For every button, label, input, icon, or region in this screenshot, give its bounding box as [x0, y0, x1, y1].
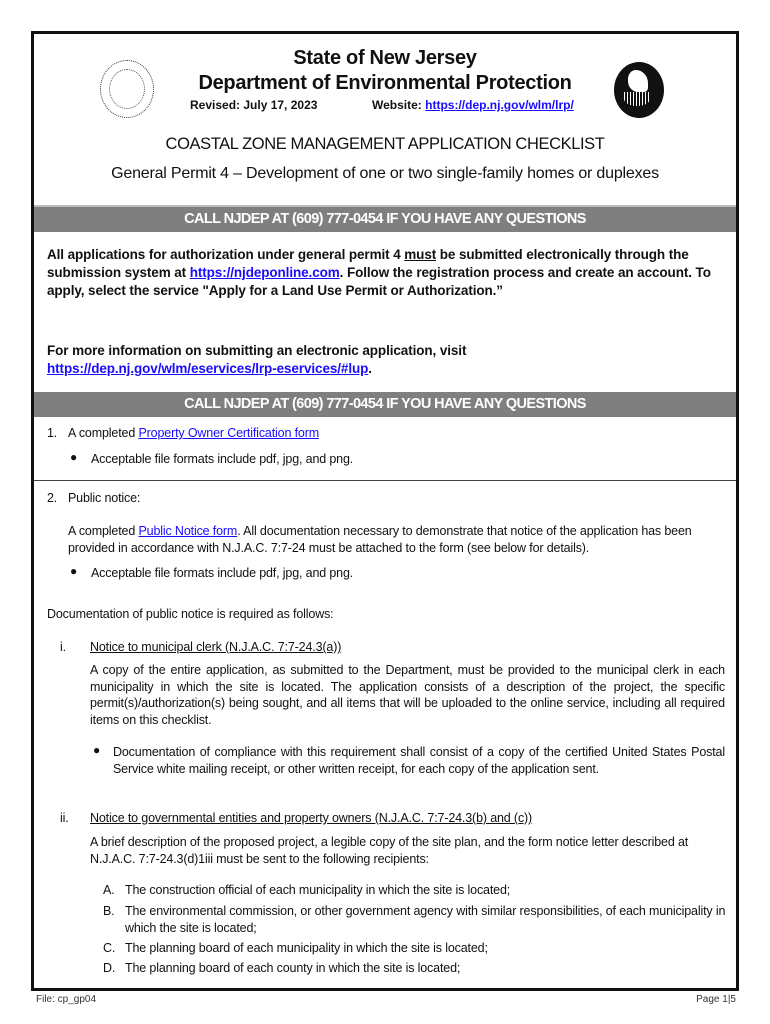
- contact-banner-2: CALL NJDEP AT (609) 777-0454 IF YOU HAVE ANY QUESTIONS: [34, 392, 736, 417]
- recipient-text: The planning board of each county in which the site is located;: [125, 961, 461, 975]
- item-2-text: A completed Public Notice form. All documentation necessary to demonstrate that notice of the application has been provided in accordance with N.J.A.C. 7:7-24 must be attached to the form (see below for details).: [68, 524, 692, 555]
- item-2-number: 2.: [47, 491, 58, 505]
- sub-i-bullet: Documentation of compliance with this requirement shall consist of a copy of the certified United States Postal Service white mailing receipt, or other written receipt, for each copy of the application sent.: [113, 745, 725, 776]
- recipient-text: The construction official of each municipality in which the site is located;: [125, 883, 511, 897]
- doc-title: COASTAL ZONE MANAGEMENT APPLICATION CHECKLIST: [165, 135, 605, 153]
- state-title: State of New Jersey: [293, 47, 477, 69]
- revised-date: Revised: July 17, 2023: [190, 98, 318, 112]
- documentation-required: Documentation of public notice is required as follows:: [47, 607, 334, 621]
- department-title: Department of Environmental Protection: [198, 72, 572, 94]
- recipient-letter: D.: [103, 961, 116, 975]
- recipient-text: The environmental commission, or other government agency with similar responsibilities, of each municipality in which the site is located;: [125, 904, 726, 935]
- bullet-icon: ●: [70, 450, 78, 464]
- recipient-letter: A.: [103, 883, 115, 897]
- recipient-letter: C.: [103, 941, 116, 955]
- item-1-number: 1.: [47, 426, 58, 440]
- website: [372, 98, 574, 112]
- eservices-link[interactable]: https://dep.nj.gov/wlm/eservices/lrp-eservices/#lup: [47, 361, 369, 376]
- public-notice-form-link[interactable]: Public Notice form: [138, 524, 238, 538]
- sub-ii-text: A brief description of the proposed project, a legible copy of the site plan, and the form notice letter described at N.J.A.C. 7:7-24.3(d)1iii must be sent to the following recipients:: [90, 835, 689, 866]
- contact-banner: CALL NJDEP AT (609) 777-0454 IF YOU HAVE ANY QUESTIONS: [34, 205, 736, 232]
- item-2-label: Public notice:: [68, 491, 141, 505]
- sub-i-title: Notice to municipal clerk (N.J.A.C. 7:7-24.3(a)): [90, 640, 342, 654]
- footer-page: Page 1|5: [696, 994, 736, 1005]
- item-1: A completed Property Owner Certification form: [68, 426, 319, 440]
- sub-i-number: i.: [60, 640, 66, 654]
- footer-file: File: cp_gp04: [36, 994, 97, 1005]
- sub-ii-number: ii.: [60, 811, 69, 825]
- property-owner-certification-link[interactable]: Property Owner Certification form: [138, 426, 319, 440]
- website-link[interactable]: https://dep.nj.gov/wlm/lrp/: [425, 98, 574, 112]
- item-2-formats: Acceptable file formats include pdf, jpg, and png.: [91, 566, 354, 580]
- website-label: Website:: [372, 98, 426, 112]
- njdeponline-link[interactable]: https://njdeponline.com: [189, 265, 340, 280]
- doc-subtitle: General Permit 4 – Development of one or two single-family homes or duplexes: [111, 165, 659, 182]
- more-info-paragraph: For more information on submitting an electronic application, visit https://dep.nj.gov/wlm/eservices/lrp-eservices/#lup.: [47, 343, 467, 376]
- recipient-letter: B.: [103, 904, 115, 918]
- recipient-text: The planning board of each municipality in which the site is located;: [125, 941, 488, 955]
- sub-ii-title: Notice to governmental entities and property owners (N.J.A.C. 7:7-24.3(b) and (c)): [90, 811, 533, 825]
- divider: [34, 480, 736, 481]
- bullet-icon: ●: [93, 743, 101, 757]
- item-1-formats: Acceptable file formats include pdf, jpg, and png.: [91, 452, 354, 466]
- bullet-icon: ●: [70, 564, 78, 578]
- intro-paragraph: All applications for authorization under general permit 4 must be submitted electronically through the submission system at https://njdeponline.com. Follow the registration process and create an account. To apply, select the service "Apply for a Land Use Permit or Authorization.”: [47, 247, 711, 298]
- sub-i-text: A copy of the entire application, as submitted to the Department, must be provided to the municipal clerk in each municipality in which the site is located. The application consists of a description of the project, the specific permit(s)/authorization(s) being sought, and all items that will be uploaded to the online service, including all required items on this checklist.: [90, 663, 725, 727]
- must-emphasis: must: [404, 247, 437, 262]
